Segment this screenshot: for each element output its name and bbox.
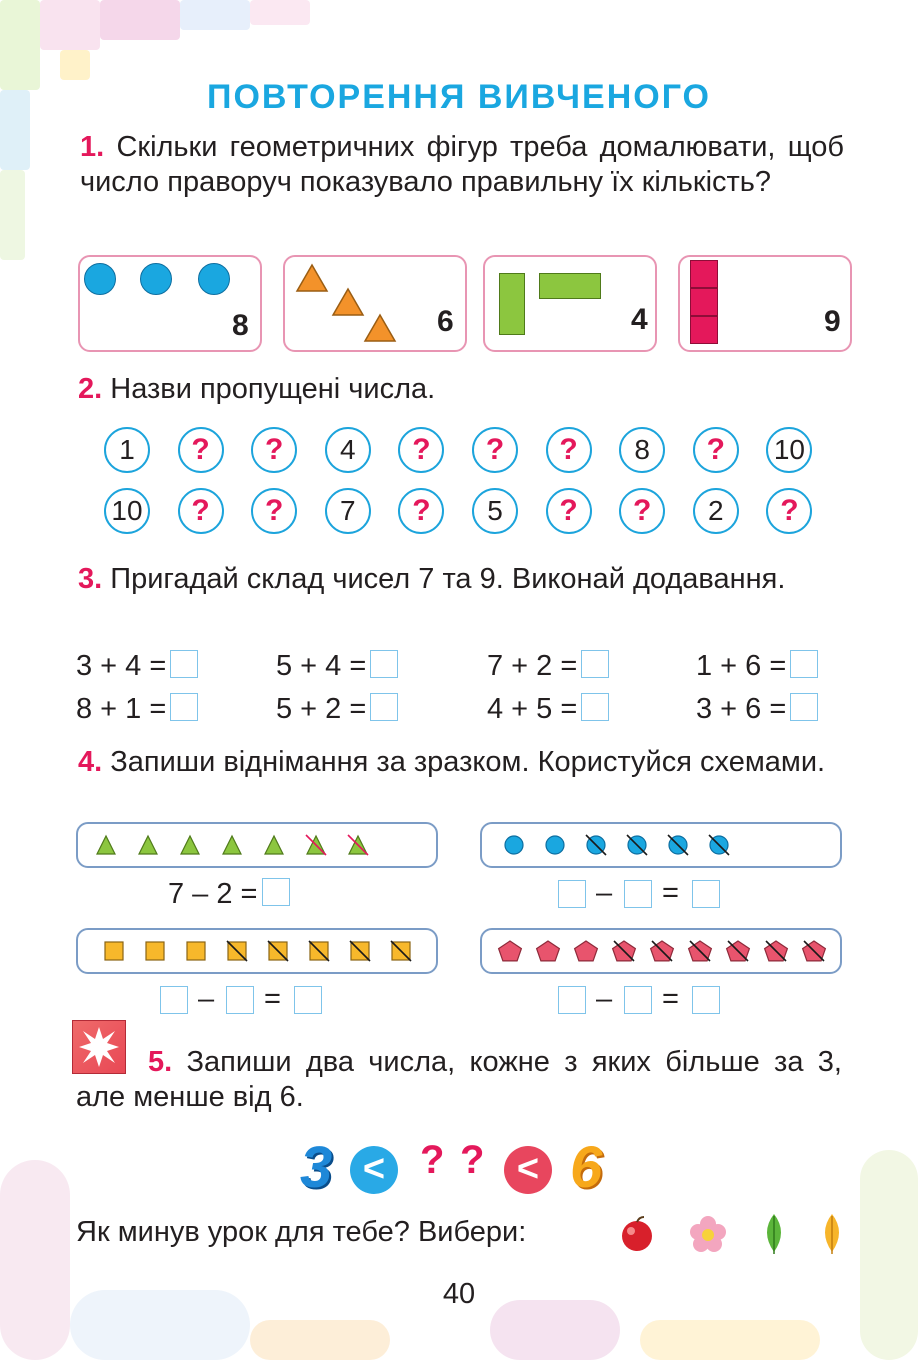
addition-equation: [76, 693, 198, 726]
task5-number: 5.: [148, 1046, 173, 1078]
task1-number: 1.: [80, 131, 105, 163]
scheme-pentagon: [575, 941, 598, 961]
missing-number-circle[interactable]: ?: [398, 488, 444, 534]
addition-equation: [276, 650, 398, 683]
answer-box[interactable]: [581, 650, 609, 678]
missing-number-circle[interactable]: ?: [619, 488, 665, 534]
scheme-circle: [546, 836, 564, 854]
yellow-leaf-icon[interactable]: [818, 1212, 846, 1256]
number-circle: 4: [325, 427, 371, 473]
equation-text: 7 + 2 =: [487, 650, 578, 682]
question-mark-2: ?: [460, 1138, 485, 1182]
addition-equation: [487, 650, 609, 683]
task1-box-squares: [678, 255, 852, 352]
scheme-circles-marks: [482, 824, 840, 866]
addition-equation: [696, 693, 818, 726]
scheme-pentagons-marks: [482, 930, 840, 972]
task5-text: [76, 1045, 842, 1115]
missing-number-circle[interactable]: ?: [398, 427, 444, 473]
task2-number: 2.: [78, 373, 103, 405]
equation-text: 3 + 4 =: [76, 650, 167, 682]
task3-text: [78, 562, 842, 597]
equals-sign: =: [662, 877, 679, 909]
missing-number-circle[interactable]: ?: [546, 488, 592, 534]
minus-sign: –: [596, 983, 613, 1015]
circle-shape: [198, 263, 230, 295]
answer-box[interactable]: [624, 880, 652, 908]
missing-number-circle[interactable]: ?: [766, 488, 812, 534]
answer-box[interactable]: [624, 986, 652, 1014]
scheme-squares: [76, 928, 438, 974]
scheme-triangles-marks: [78, 824, 436, 866]
missing-number-circle[interactable]: ?: [178, 427, 224, 473]
blank-equation-1: [558, 877, 738, 912]
task1-text: [80, 130, 844, 200]
square-shape: [690, 288, 718, 316]
inequality-illustration: [300, 1135, 620, 1202]
answer-box[interactable]: [262, 878, 290, 906]
missing-number-circle[interactable]: ?: [251, 427, 297, 473]
number-circle: 5: [472, 488, 518, 534]
scheme-pentagons: [480, 928, 842, 974]
scheme-triangle: [139, 836, 157, 854]
task4-text: [78, 745, 848, 780]
task1-count: 8: [232, 309, 249, 342]
answer-box[interactable]: [370, 650, 398, 678]
scheme-triangle: [265, 836, 283, 854]
scheme-circle: [505, 836, 523, 854]
answer-box[interactable]: [790, 693, 818, 721]
scheme-triangle: [181, 836, 199, 854]
question-mark-1: ?: [420, 1138, 445, 1182]
rectangle-shape: [539, 273, 601, 299]
scheme-square: [146, 942, 164, 960]
scheme-pentagon: [499, 941, 522, 961]
equation-text: 3 + 6 =: [696, 693, 787, 725]
equation-text: 5 + 4 =: [276, 650, 367, 682]
scheme-triangle: [97, 836, 115, 854]
addition-equation: [487, 693, 609, 726]
flower-icon[interactable]: [688, 1214, 728, 1254]
digit-six: 6: [570, 1135, 603, 1200]
answer-box[interactable]: [558, 986, 586, 1014]
less-than-sign-pink: <: [504, 1146, 552, 1194]
answer-box[interactable]: [160, 986, 188, 1014]
answer-box[interactable]: [581, 693, 609, 721]
minus-sign: –: [198, 983, 215, 1015]
answer-box[interactable]: [226, 986, 254, 1014]
circle-shape: [84, 263, 116, 295]
minus-sign: –: [596, 877, 613, 909]
addition-equation: [696, 650, 818, 683]
scheme-square: [187, 942, 205, 960]
equation-text: 8 + 1 =: [76, 693, 167, 725]
page-title: ПОВТОРЕННЯ ВИВЧЕНОГО: [207, 78, 711, 116]
number-circle: 2: [693, 488, 739, 534]
missing-number-circle[interactable]: ?: [251, 488, 297, 534]
missing-number-circle[interactable]: ?: [546, 427, 592, 473]
answer-box[interactable]: [294, 986, 322, 1014]
scheme-triangle: [223, 836, 241, 854]
number-circle: 7: [325, 488, 371, 534]
answer-box[interactable]: [370, 693, 398, 721]
task1-box-circles: [78, 255, 262, 352]
task4-number: 4.: [78, 746, 103, 778]
missing-number-circle[interactable]: ?: [693, 427, 739, 473]
scheme-triangles: [76, 822, 438, 868]
task4-question: Запиши віднімання за зразком. Користуйся схемами.: [110, 746, 826, 778]
task1-box-rectangles: [483, 255, 657, 352]
square-shape: [690, 260, 718, 288]
less-than-sign-blue: <: [350, 1146, 398, 1194]
addition-equation: [276, 693, 398, 726]
answer-box[interactable]: [692, 986, 720, 1014]
number-circle: 10: [104, 488, 150, 534]
task5-question: Запиши два числа, кожне з яких більше за 3, але менше від 6.: [76, 1046, 842, 1113]
task1-question: Скільки геометричних фігур треба домалювати, щоб число праворуч показувало правильну їх кількість?: [80, 131, 844, 198]
task3-number: 3.: [78, 563, 103, 595]
digit-three: 3: [300, 1135, 333, 1200]
answer-box[interactable]: [790, 650, 818, 678]
equation-text: 5 + 2 =: [276, 693, 367, 725]
answer-box[interactable]: [170, 693, 198, 721]
answer-box[interactable]: [558, 880, 586, 908]
answer-box[interactable]: [692, 880, 720, 908]
equation-text: 4 + 5 =: [487, 693, 578, 725]
example-equation: [168, 878, 290, 911]
scheme-squares-marks: [78, 930, 436, 972]
missing-number-circle[interactable]: ?: [472, 427, 518, 473]
number-circle: 10: [766, 427, 812, 473]
task2-text: [78, 372, 842, 407]
reflection-text: Як минув урок для тебе? Вибери:: [76, 1216, 527, 1248]
answer-box[interactable]: [170, 650, 198, 678]
addition-equation: [76, 650, 198, 683]
apple-icon[interactable]: [618, 1214, 656, 1252]
equation-text: 1 + 6 =: [696, 650, 787, 682]
number-circle: 1: [104, 427, 150, 473]
example-text: 7 – 2 =: [168, 878, 258, 910]
circle-shape: [140, 263, 172, 295]
page-number: 40: [442, 1278, 476, 1310]
equals-sign: =: [662, 983, 679, 1015]
task3-question: Пригадай склад чисел 7 та 9. Виконай додавання.: [110, 563, 786, 595]
task1-count: 6: [437, 305, 454, 338]
missing-number-circle[interactable]: ?: [178, 488, 224, 534]
task1-count: 9: [824, 305, 841, 338]
scheme-pentagon: [537, 941, 560, 961]
scheme-circles: [480, 822, 842, 868]
blank-equation-2: [160, 983, 340, 1018]
number-circle: 8: [619, 427, 665, 473]
task1-box-triangles: [283, 255, 467, 352]
green-leaf-icon[interactable]: [760, 1212, 788, 1256]
blank-equation-3: [558, 983, 738, 1018]
task1-count: 4: [631, 303, 648, 336]
task2-question: Назви пропущені числа.: [110, 373, 436, 405]
equals-sign: =: [264, 983, 281, 1015]
square-shape: [690, 316, 718, 344]
rectangle-shape: [499, 273, 525, 335]
scheme-square: [105, 942, 123, 960]
